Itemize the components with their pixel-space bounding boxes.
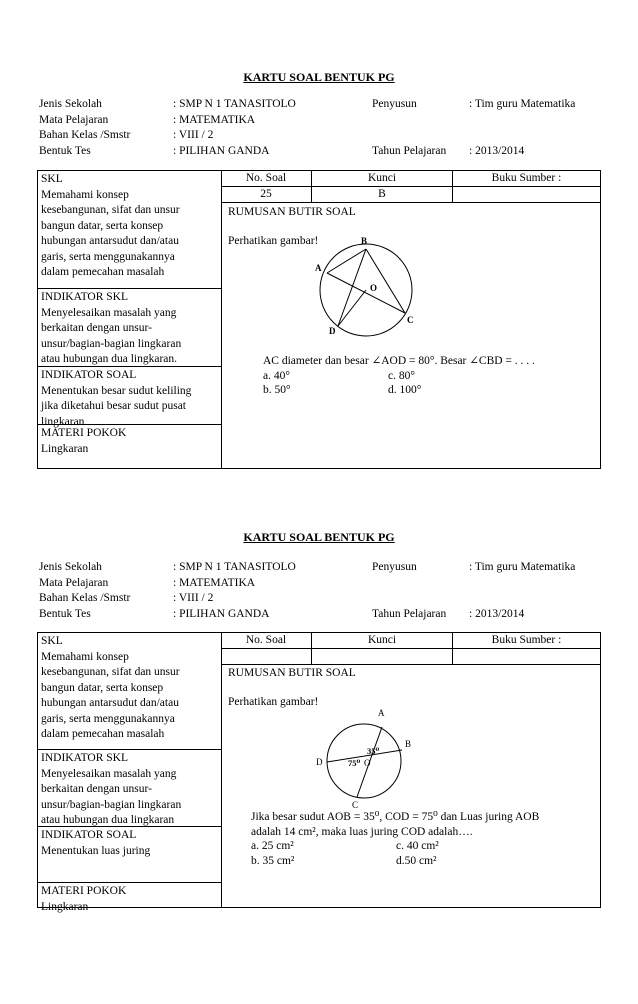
skl-line: hubungan antarsudut dan/atau xyxy=(41,697,179,709)
skl-line: kesebangunan, sifat dan unsur xyxy=(41,204,180,216)
card-title: KARTU SOAL BENTUK PG xyxy=(243,70,395,84)
indikator-skl-line: Menyelesaikan masalah yang xyxy=(41,767,177,780)
skl-line: garis, serta menggunakannya xyxy=(41,712,175,725)
bentuk-label: Bentuk Tes xyxy=(39,607,91,620)
penyusun-label: Penyusun xyxy=(372,561,417,573)
skl-line: dalam pemecahan masalah xyxy=(41,266,165,278)
materi-section xyxy=(38,425,221,468)
indikator-skl-line: atau hubungan dua lingkaran xyxy=(41,814,175,826)
kunci-header: Kunci xyxy=(312,171,453,187)
question-text: AC diameter dan besar ∠AOD = 80°. Besar ∠CBD = . . . . xyxy=(263,355,535,367)
indikator-skl-section xyxy=(38,750,221,827)
indikator-skl-line: Menyelesaikan masalah yang xyxy=(41,306,177,319)
rumusan-area xyxy=(228,666,596,710)
intro-text: Perhatikan gambar! xyxy=(228,235,319,247)
option-b: b. 35 cm² xyxy=(251,854,295,867)
tahun-value: : 2013/2014 xyxy=(469,144,525,157)
bentuk-label: Bentuk Tes xyxy=(39,144,91,157)
kunci-value: B xyxy=(312,187,453,203)
indikator-skl-line: unsur/bagian-bagian lingkaran xyxy=(41,337,182,350)
rumusan-label: RUMUSAN BUTIR SOAL xyxy=(228,206,356,218)
option-c: c. 40 cm² xyxy=(396,840,439,852)
indikator-soal-section xyxy=(38,367,221,428)
circle-figure-1 xyxy=(308,231,458,346)
kelas-label: Bahan Kelas /Smstr xyxy=(39,592,131,605)
rumusan-label: RUMUSAN BUTIR SOAL xyxy=(228,667,356,679)
indikator-skl-title: INDIKATOR SKL xyxy=(41,752,128,764)
question-line-1: Jika besar sudut AOB = 35⁰, COD = 75⁰ dan Luas juring AOB xyxy=(251,811,540,823)
label-c: C xyxy=(407,315,414,325)
buku-sumber-header: Buku Sumber : xyxy=(453,633,600,649)
card-grid xyxy=(37,170,601,469)
indikator-soal-section xyxy=(38,827,221,883)
left-column xyxy=(38,633,222,913)
skl-section xyxy=(38,171,221,289)
indikator-skl-section xyxy=(38,289,221,367)
label-o: O xyxy=(364,758,371,768)
materi-title: MATERI POKOK xyxy=(41,427,127,439)
label-d: D xyxy=(316,757,323,767)
jenis-value: : SMP N 1 TANASITOLO xyxy=(173,98,296,110)
card-meta xyxy=(37,97,601,159)
question-line-2: adalah 14 cm², maka luas juring COD adalah…. xyxy=(251,825,473,838)
tahun-label: Tahun Pelajaran xyxy=(372,144,447,157)
card-grid xyxy=(37,632,601,913)
mapel-value: : MATEMATIKA xyxy=(173,576,256,589)
mapel-label: Mata Pelajaran xyxy=(39,113,109,126)
intro-text: Perhatikan gambar! xyxy=(228,696,319,708)
indikator-soal-title: INDIKATOR SOAL xyxy=(41,369,137,381)
left-column xyxy=(38,171,222,468)
penyusun-value: : Tim guru Matematika xyxy=(469,561,576,573)
option-d: d. 100° xyxy=(388,384,422,396)
indikator-soal-title: INDIKATOR SOAL xyxy=(41,829,137,841)
materi-value: Lingkaran xyxy=(41,900,89,913)
label-b: B xyxy=(405,739,412,749)
skl-title: SKL xyxy=(41,635,63,647)
mapel-label: Mata Pelajaran xyxy=(39,576,109,589)
jenis-label: Jenis Sekolah xyxy=(39,561,102,573)
indikator-soal-line: lingkaran xyxy=(41,415,85,428)
question-area xyxy=(263,354,596,398)
indikator-skl-title: INDIKATOR SKL xyxy=(41,291,128,303)
kunci-value xyxy=(312,649,453,665)
indikator-skl-line: berkaitan dengan unsur- xyxy=(41,783,152,795)
option-d: d.50 cm² xyxy=(396,854,437,867)
card-title: KARTU SOAL BENTUK PG xyxy=(243,530,395,544)
skl-line: Memahami konsep xyxy=(41,650,129,663)
option-b: b. 50° xyxy=(263,384,291,396)
skl-line: kesebangunan, sifat dan unsur xyxy=(41,666,180,678)
no-soal-header: No. Soal xyxy=(221,171,312,187)
skl-title: SKL xyxy=(41,173,63,185)
skl-line: bangun datar, serta konsep xyxy=(41,681,164,694)
penyusun-value: : Tim guru Matematika xyxy=(469,98,576,110)
mapel-value: : MATEMATIKA xyxy=(173,113,256,126)
materi-title: MATERI POKOK xyxy=(41,885,127,897)
circle-figure-2 xyxy=(308,705,418,811)
card-meta xyxy=(37,560,601,622)
kelas-value: : VIII / 2 xyxy=(173,129,214,142)
angle-aob-label: 35⁰ xyxy=(367,746,380,756)
skl-line: bangun datar, serta konsep xyxy=(41,219,164,232)
tahun-value: : 2013/2014 xyxy=(469,607,525,620)
no-soal-value: 25 xyxy=(221,187,312,203)
jenis-label: Jenis Sekolah xyxy=(39,98,102,110)
question-area xyxy=(251,810,596,868)
indikator-skl-line: unsur/bagian-bagian lingkaran xyxy=(41,798,182,811)
skl-line: Memahami konsep xyxy=(41,188,129,201)
indikator-soal-line: Menentukan besar sudut keliling xyxy=(41,384,192,397)
indikator-soal-line: jika diketahui besar sudut pusat xyxy=(41,400,186,412)
materi-section xyxy=(38,883,221,917)
jenis-value: : SMP N 1 TANASITOLO xyxy=(173,561,296,573)
skl-section xyxy=(38,633,221,750)
indikator-skl-line: atau hubungan dua lingkaran. xyxy=(41,353,178,365)
label-b: B xyxy=(361,236,368,246)
option-a: a. 25 cm² xyxy=(251,840,294,852)
indikator-soal-line: Menentukan luas juring xyxy=(41,844,151,857)
materi-value: Lingkaran xyxy=(41,442,89,455)
label-o: O xyxy=(370,283,378,293)
kelas-value: : VIII / 2 xyxy=(173,592,214,605)
option-c: c. 80° xyxy=(388,369,415,382)
no-soal-value xyxy=(221,649,312,665)
label-a: A xyxy=(378,708,385,718)
kelas-label: Bahan Kelas /Smstr xyxy=(39,129,131,142)
penyusun-label: Penyusun xyxy=(372,98,417,110)
buku-sumber-value xyxy=(453,187,600,203)
no-soal-header: No. Soal xyxy=(221,633,312,649)
skl-line: hubungan antarsudut dan/atau xyxy=(41,235,179,247)
bentuk-value: : PILIHAN GANDA xyxy=(173,607,270,620)
skl-line: garis, serta menggunakannya xyxy=(41,250,175,263)
angle-cod-label: 75⁰ xyxy=(348,758,361,768)
kunci-header: Kunci xyxy=(312,633,453,649)
option-a: a. 40° xyxy=(263,369,290,382)
indikator-skl-line: berkaitan dengan unsur- xyxy=(41,322,152,334)
buku-sumber-value xyxy=(453,649,600,665)
label-a: A xyxy=(315,263,322,273)
label-d: D xyxy=(329,326,336,336)
tahun-label: Tahun Pelajaran xyxy=(372,607,447,620)
label-c: C xyxy=(352,800,359,810)
bentuk-value: : PILIHAN GANDA xyxy=(173,144,270,157)
buku-sumber-header: Buku Sumber : xyxy=(453,171,600,187)
skl-line: dalam pemecahan masalah xyxy=(41,728,165,740)
